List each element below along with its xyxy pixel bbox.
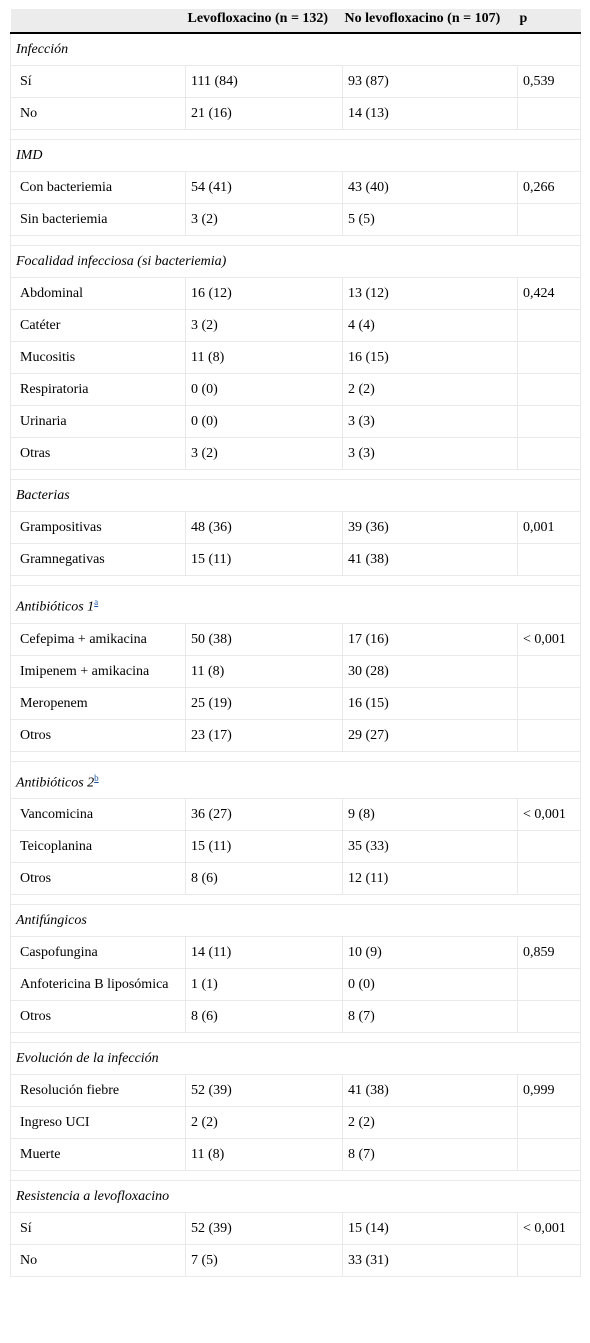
- section-spacer: [11, 1033, 581, 1043]
- p-value-cell: 0,266: [518, 172, 581, 204]
- table-row: [11, 406, 581, 438]
- table-row: [11, 342, 581, 374]
- row-label-cell: Con bacteriemia: [11, 172, 186, 204]
- table-row: [11, 687, 581, 719]
- section-title-cell: [11, 905, 581, 937]
- no-levofloxacino-cell: 10 (9): [343, 937, 518, 969]
- levofloxacino-cell: 3 (2): [186, 310, 343, 342]
- table-row: [11, 623, 581, 655]
- section-title: Infección: [16, 42, 69, 57]
- levofloxacino-cell: 52 (39): [186, 1213, 343, 1245]
- p-value-cell: [518, 1139, 581, 1171]
- header-p-value: p: [518, 9, 581, 33]
- row-label-cell: Otros: [11, 1001, 186, 1033]
- row-label-cell: Ingreso UCI: [11, 1107, 186, 1139]
- section-title-cell: [11, 761, 581, 799]
- levofloxacino-cell: 16 (12): [186, 278, 343, 310]
- spacer-cell: [11, 1033, 581, 1043]
- no-levofloxacino-cell: 2 (2): [343, 1107, 518, 1139]
- row-label-cell: Meropenem: [11, 687, 186, 719]
- no-levofloxacino-cell: 12 (11): [343, 863, 518, 895]
- levofloxacino-cell: 2 (2): [186, 1107, 343, 1139]
- levofloxacino-cell: 3 (2): [186, 204, 343, 236]
- table-row: [11, 98, 581, 130]
- p-value-cell: 0,001: [518, 512, 581, 544]
- results-table: [10, 9, 581, 1277]
- levofloxacino-cell: 52 (39): [186, 1075, 343, 1107]
- p-value-cell: 0,424: [518, 278, 581, 310]
- row-label-cell: Cefepima + amikacina: [11, 623, 186, 655]
- p-value-cell: [518, 687, 581, 719]
- table-row: [11, 374, 581, 406]
- table-row: [11, 278, 581, 310]
- row-label-cell: Vancomicina: [11, 799, 186, 831]
- no-levofloxacino-cell: 33 (31): [343, 1245, 518, 1277]
- p-value-cell: [518, 438, 581, 470]
- levofloxacino-cell: 15 (11): [186, 831, 343, 863]
- p-value-cell: [518, 831, 581, 863]
- table-row: [11, 1139, 581, 1171]
- levofloxacino-cell: 36 (27): [186, 799, 343, 831]
- section-title: Focalidad infecciosa (si bacteriemia): [16, 254, 227, 269]
- section-header-row: [11, 586, 581, 624]
- section-title: Antibióticos 1: [16, 599, 95, 615]
- table-row: [11, 310, 581, 342]
- no-levofloxacino-cell: 16 (15): [343, 342, 518, 374]
- no-levofloxacino-cell: 41 (38): [343, 1075, 518, 1107]
- p-value-cell: [518, 406, 581, 438]
- levofloxacino-cell: 11 (8): [186, 1139, 343, 1171]
- row-label-cell: Teicoplanina: [11, 831, 186, 863]
- row-label-cell: Sí: [11, 1213, 186, 1245]
- spacer-cell: [11, 751, 581, 761]
- spacer-cell: [11, 130, 581, 140]
- table-row: [11, 863, 581, 895]
- section-title-cell: [11, 1043, 581, 1075]
- no-levofloxacino-cell: 39 (36): [343, 512, 518, 544]
- table-row: [11, 438, 581, 470]
- section-title-cell: [11, 1181, 581, 1213]
- footnote-link[interactable]: a: [94, 597, 99, 607]
- p-value-cell: [518, 863, 581, 895]
- row-label-cell: Respiratoria: [11, 374, 186, 406]
- table-row: [11, 66, 581, 98]
- no-levofloxacino-cell: 14 (13): [343, 98, 518, 130]
- no-levofloxacino-cell: 8 (7): [343, 1139, 518, 1171]
- section-spacer: [11, 1171, 581, 1181]
- section-header-row: [11, 1043, 581, 1075]
- data-table-container: [10, 9, 580, 1277]
- table-row: [11, 1001, 581, 1033]
- p-value-cell: 0,999: [518, 1075, 581, 1107]
- section-title-cell: [11, 586, 581, 624]
- footnote-link[interactable]: b: [94, 772, 99, 783]
- no-levofloxacino-cell: 0 (0): [343, 969, 518, 1001]
- levofloxacino-cell: 8 (6): [186, 863, 343, 895]
- p-value-cell: [518, 1245, 581, 1277]
- section-header-row: [11, 1181, 581, 1213]
- row-label-cell: Imipenem + amikacina: [11, 655, 186, 687]
- spacer-cell: [11, 236, 581, 246]
- no-levofloxacino-cell: 17 (16): [343, 623, 518, 655]
- table-row: [11, 937, 581, 969]
- levofloxacino-cell: 3 (2): [186, 438, 343, 470]
- section-title-cell: [11, 246, 581, 278]
- row-label-cell: Otros: [11, 719, 186, 751]
- section-title: Antibióticos 2: [16, 775, 95, 791]
- no-levofloxacino-cell: 2 (2): [343, 374, 518, 406]
- levofloxacino-cell: 1 (1): [186, 969, 343, 1001]
- section-header-row: [11, 246, 581, 278]
- row-label-cell: No: [11, 1245, 186, 1277]
- levofloxacino-cell: 23 (17): [186, 719, 343, 751]
- p-value-cell: [518, 655, 581, 687]
- table-row: [11, 719, 581, 751]
- row-label-cell: Muerte: [11, 1139, 186, 1171]
- section-spacer: [11, 895, 581, 905]
- no-levofloxacino-cell: 41 (38): [343, 544, 518, 576]
- section-header-row: [11, 140, 581, 172]
- row-label-cell: Anfotericina B liposómica: [11, 969, 186, 1001]
- no-levofloxacino-cell: 13 (12): [343, 278, 518, 310]
- no-levofloxacino-cell: 43 (40): [343, 172, 518, 204]
- spacer-cell: [11, 1171, 581, 1181]
- table-header: [11, 9, 581, 33]
- section-title-cell: [11, 480, 581, 512]
- table-row: [11, 172, 581, 204]
- levofloxacino-cell: 15 (11): [186, 544, 343, 576]
- p-value-cell: < 0,001: [518, 1213, 581, 1245]
- section-title: IMD: [16, 148, 43, 163]
- section-title: Evolución de la infección: [16, 1051, 159, 1067]
- spacer-cell: [11, 470, 581, 480]
- table-body: [11, 33, 581, 1277]
- section-spacer: [11, 576, 581, 586]
- table-row: [11, 969, 581, 1001]
- levofloxacino-cell: 11 (8): [186, 342, 343, 374]
- table-row: [11, 1213, 581, 1245]
- levofloxacino-cell: 14 (11): [186, 937, 343, 969]
- p-value-cell: 0,859: [518, 937, 581, 969]
- levofloxacino-cell: 7 (5): [186, 1245, 343, 1277]
- section-spacer: [11, 751, 581, 761]
- table-row: [11, 831, 581, 863]
- header-row: [11, 9, 581, 33]
- section-title: Bacterias: [16, 488, 70, 503]
- section-spacer: [11, 236, 581, 246]
- header-no-levofloxacino: No levofloxacino (n = 107): [343, 9, 518, 33]
- row-label-cell: No: [11, 98, 186, 130]
- levofloxacino-cell: 8 (6): [186, 1001, 343, 1033]
- levofloxacino-cell: 48 (36): [186, 512, 343, 544]
- section-title-cell: [11, 140, 581, 172]
- section-title: Resistencia a levofloxacino: [16, 1189, 170, 1205]
- section-title: Antifúngicos: [16, 913, 87, 929]
- p-value-cell: [518, 969, 581, 1001]
- levofloxacino-cell: 11 (8): [186, 655, 343, 687]
- section-title-cell: [11, 33, 581, 66]
- no-levofloxacino-cell: 35 (33): [343, 831, 518, 863]
- p-value-cell: [518, 374, 581, 406]
- row-label-cell: Sí: [11, 66, 186, 98]
- no-levofloxacino-cell: 30 (28): [343, 655, 518, 687]
- footnote-marker: [94, 771, 99, 784]
- p-value-cell: < 0,001: [518, 799, 581, 831]
- spacer-cell: [11, 576, 581, 586]
- p-value-cell: [518, 98, 581, 130]
- p-value-cell: [518, 310, 581, 342]
- row-label-cell: Abdominal: [11, 278, 186, 310]
- p-value-cell: [518, 544, 581, 576]
- p-value-cell: [518, 342, 581, 374]
- section-header-row: [11, 480, 581, 512]
- no-levofloxacino-cell: 93 (87): [343, 66, 518, 98]
- no-levofloxacino-cell: 4 (4): [343, 310, 518, 342]
- levofloxacino-cell: 0 (0): [186, 406, 343, 438]
- header-empty-cell: [11, 9, 186, 33]
- section-header-row: [11, 761, 581, 799]
- no-levofloxacino-cell: 3 (3): [343, 406, 518, 438]
- row-label-cell: Grampositivas: [11, 512, 186, 544]
- table-row: [11, 1107, 581, 1139]
- levofloxacino-cell: 111 (84): [186, 66, 343, 98]
- table-row: [11, 512, 581, 544]
- row-label-cell: Caspofungina: [11, 937, 186, 969]
- no-levofloxacino-cell: 8 (7): [343, 1001, 518, 1033]
- table-row: [11, 544, 581, 576]
- footnote-marker: [94, 595, 98, 608]
- p-value-cell: < 0,001: [518, 623, 581, 655]
- row-label-cell: Resolución fiebre: [11, 1075, 186, 1107]
- no-levofloxacino-cell: 15 (14): [343, 1213, 518, 1245]
- p-value-cell: [518, 719, 581, 751]
- row-label-cell: Mucositis: [11, 342, 186, 374]
- p-value-cell: [518, 1107, 581, 1139]
- spacer-cell: [11, 895, 581, 905]
- levofloxacino-cell: 50 (38): [186, 623, 343, 655]
- table-row: [11, 1075, 581, 1107]
- row-label-cell: Otros: [11, 863, 186, 895]
- no-levofloxacino-cell: 5 (5): [343, 204, 518, 236]
- section-header-row: [11, 905, 581, 937]
- levofloxacino-cell: 0 (0): [186, 374, 343, 406]
- table-row: [11, 655, 581, 687]
- section-header-row: [11, 33, 581, 66]
- row-label-cell: Sin bacteriemia: [11, 204, 186, 236]
- table-row: [11, 204, 581, 236]
- levofloxacino-cell: 21 (16): [186, 98, 343, 130]
- row-label-cell: Urinaria: [11, 406, 186, 438]
- levofloxacino-cell: 54 (41): [186, 172, 343, 204]
- section-spacer: [11, 130, 581, 140]
- header-levofloxacino: Levofloxacino (n = 132): [186, 9, 343, 33]
- table-row: [11, 799, 581, 831]
- no-levofloxacino-cell: 29 (27): [343, 719, 518, 751]
- no-levofloxacino-cell: 9 (8): [343, 799, 518, 831]
- p-value-cell: [518, 204, 581, 236]
- row-label-cell: Otras: [11, 438, 186, 470]
- row-label-cell: Gramnegativas: [11, 544, 186, 576]
- p-value-cell: 0,539: [518, 66, 581, 98]
- no-levofloxacino-cell: 16 (15): [343, 687, 518, 719]
- table-row: [11, 1245, 581, 1277]
- row-label-cell: Catéter: [11, 310, 186, 342]
- p-value-cell: [518, 1001, 581, 1033]
- levofloxacino-cell: 25 (19): [186, 687, 343, 719]
- section-spacer: [11, 470, 581, 480]
- no-levofloxacino-cell: 3 (3): [343, 438, 518, 470]
